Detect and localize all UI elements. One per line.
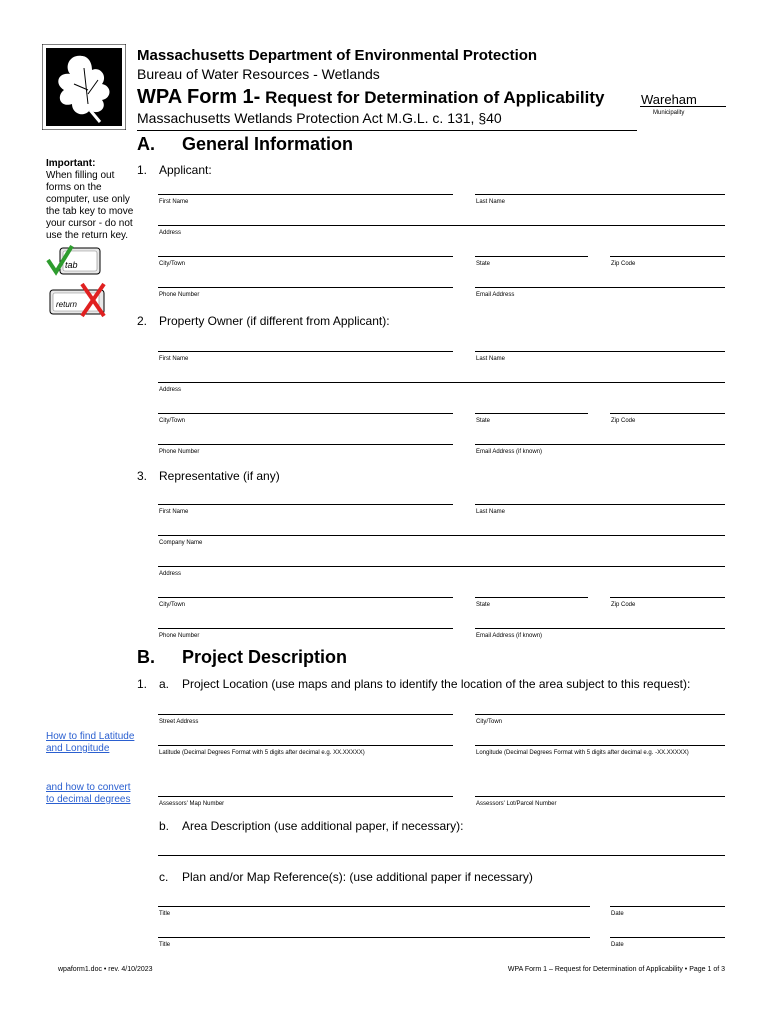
rep-first-name-field[interactable] [158, 504, 453, 505]
rep-city-label: City/Town [159, 602, 186, 608]
owner-phone-label: Phone Number [159, 449, 200, 455]
plan-date-1-field[interactable] [610, 906, 725, 907]
convert-decimal-link[interactable] [46, 782, 141, 806]
owner-zip-field[interactable] [610, 413, 725, 414]
owner-last-name-label: Last Name [476, 356, 506, 362]
footer-right: WPA Form 1 – Request for Determination of Applicability • Page 1 of 3 [507, 966, 725, 973]
tab-key-icon [46, 244, 104, 278]
longitude-label: Longitude (Decimal Degrees Format with 5 digits after decimal e.g. -XX.XXXXX) [476, 750, 689, 756]
assessors-lot-label: Assessors' Lot/Parcel Number [476, 801, 557, 807]
plan-title-1-field[interactable] [158, 906, 590, 907]
owner-first-name-label: First Name [159, 356, 189, 362]
b-qb-label: Area Description (use additional paper, if necessary): [182, 819, 464, 833]
applicant-zip-label: Zip Code [611, 261, 636, 267]
plan-date-1-label: Date [611, 911, 624, 917]
municipality-value[interactable]: Wareham [641, 92, 697, 107]
rep-company-label: Company Name [159, 540, 203, 546]
project-city-label: City/Town [476, 719, 503, 725]
municipality-line [640, 106, 726, 107]
svg-text:tab: tab [65, 260, 78, 270]
footer-left: wpaform1.doc • rev. 4/10/2023 [58, 966, 153, 973]
b-q1-number: 1. [137, 677, 148, 691]
q3-number: 3. [137, 469, 148, 483]
q3-label: Representative (if any) [159, 469, 280, 483]
owner-phone-field[interactable] [158, 444, 453, 445]
owner-city-label: City/Town [159, 418, 186, 424]
latitude-label: Latitude (Decimal Degrees Format with 5 digits after decimal e.g. XX.XXXXX) [159, 750, 365, 756]
applicant-address-label: Address [159, 230, 182, 236]
important-text: When filling out forms on the computer, use only the tab key to move your cursor - do not use the return key. [46, 170, 134, 241]
assessors-map-label: Assessors' Map Number [159, 801, 225, 807]
convert-link-text[interactable]: and how to convert to decimal degrees [46, 782, 131, 805]
rep-phone-field[interactable] [158, 628, 453, 629]
applicant-email-label: Email Address [476, 292, 515, 298]
owner-state-label: State [476, 418, 491, 424]
section-b-letter: B. [137, 647, 155, 667]
rep-first-name-label: First Name [159, 509, 189, 515]
applicant-city-label: City/Town [159, 261, 186, 267]
form-title-text: Request for Determination of Applicability [260, 88, 605, 107]
rep-city-field[interactable] [158, 597, 453, 598]
owner-city-field[interactable] [158, 413, 453, 414]
project-city-field[interactable] [475, 714, 725, 715]
form-title [137, 86, 604, 109]
plan-date-2-field[interactable] [610, 937, 725, 938]
q1-label: Applicant: [159, 163, 212, 177]
rep-address-label: Address [159, 571, 182, 577]
applicant-zip-field[interactable] [610, 256, 725, 257]
section-a-title: General Information [182, 134, 354, 154]
dep-logo [42, 44, 126, 130]
latitude-field[interactable] [158, 745, 453, 746]
b-qc-letter: c. [159, 870, 169, 884]
section-a-letter: A. [137, 134, 155, 154]
rep-state-field[interactable] [475, 597, 588, 598]
owner-email-field[interactable] [475, 444, 725, 445]
b-qa-label: Project Location (use maps and plans to identify the location of the area subject to this request): [182, 677, 691, 691]
plan-date-2-label: Date [611, 942, 624, 948]
street-address-label: Street Address [159, 719, 199, 725]
section-b-title: Project Description [182, 647, 348, 667]
lat-long-link-text[interactable]: How to find Latitude and Longitude [46, 731, 135, 754]
applicant-state-label: State [476, 261, 491, 267]
act-reference: Massachusetts Wetlands Protection Act M.G.L. c. 131, §40 [137, 110, 502, 126]
applicant-state-field[interactable] [475, 256, 588, 257]
owner-first-name-field[interactable] [158, 351, 453, 352]
q2-label: Property Owner (if different from Applicant): [159, 314, 390, 328]
applicant-phone-field[interactable] [158, 287, 453, 288]
assessors-lot-field[interactable] [475, 796, 725, 797]
return-key-icon [46, 282, 112, 320]
longitude-field[interactable] [475, 745, 725, 746]
rep-email-label: Email Address (if known) [476, 633, 543, 639]
rep-zip-field[interactable] [610, 597, 725, 598]
applicant-first-name-field[interactable] [158, 194, 453, 195]
form-title-number: WPA Form 1- [137, 86, 261, 108]
plan-title-1-label: Title [159, 911, 171, 917]
q1-number: 1. [137, 163, 148, 177]
b-qa-letter: a. [159, 677, 170, 691]
rep-address-field[interactable] [158, 566, 725, 567]
owner-last-name-field[interactable] [475, 351, 725, 352]
applicant-last-name-field[interactable] [475, 194, 725, 195]
b-qb-letter: b. [159, 819, 170, 833]
rep-last-name-label: Last Name [476, 509, 506, 515]
rep-last-name-field[interactable] [475, 504, 725, 505]
applicant-city-field[interactable] [158, 256, 453, 257]
plan-title-2-field[interactable] [158, 937, 590, 938]
important-title: Important: [46, 158, 96, 169]
q2-number: 2. [137, 314, 148, 328]
svg-text:return: return [56, 300, 77, 309]
applicant-last-name-label: Last Name [476, 199, 506, 205]
rep-state-label: State [476, 602, 491, 608]
street-address-field[interactable] [158, 714, 453, 715]
applicant-address-field[interactable] [158, 225, 725, 226]
applicant-email-field[interactable] [475, 287, 725, 288]
dept-name: Massachusetts Department of Environmental Protection [137, 47, 538, 64]
rep-zip-label: Zip Code [611, 602, 636, 608]
header-rule [137, 130, 637, 131]
area-description-field[interactable] [158, 855, 725, 856]
important-note [46, 158, 136, 242]
applicant-first-name-label: First Name [159, 199, 189, 205]
owner-email-label: Email Address (if known) [476, 449, 543, 455]
b-qc-label: Plan and/or Map Reference(s): (use additional paper if necessary) [182, 870, 533, 884]
owner-address-field[interactable] [158, 382, 725, 383]
owner-zip-label: Zip Code [611, 418, 636, 424]
municipality-label: Municipality [653, 110, 685, 116]
bureau-name: Bureau of Water Resources - Wetlands [137, 66, 380, 82]
lat-long-help-link[interactable] [46, 731, 141, 755]
owner-address-label: Address [159, 387, 182, 393]
owner-state-field[interactable] [475, 413, 588, 414]
plan-title-2-label: Title [159, 942, 171, 948]
applicant-phone-label: Phone Number [159, 292, 200, 298]
rep-email-field[interactable] [475, 628, 725, 629]
rep-company-field[interactable] [158, 535, 725, 536]
rep-phone-label: Phone Number [159, 633, 200, 639]
assessors-map-field[interactable] [158, 796, 453, 797]
